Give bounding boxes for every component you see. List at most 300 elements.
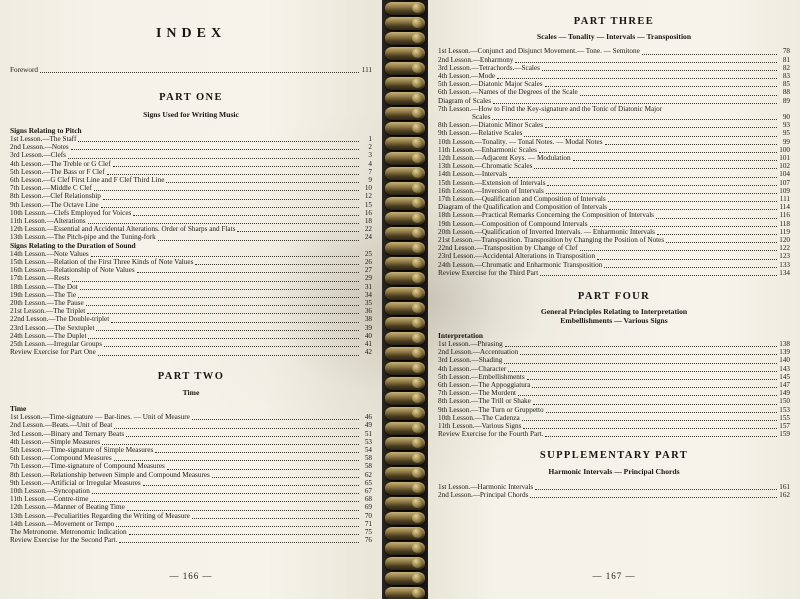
- toc-entry-label: 24th Lesson.—Chromatic and Enharmonic Transposition: [438, 260, 603, 269]
- toc-entry-page: 27: [364, 266, 372, 275]
- leader-dots: [523, 423, 777, 429]
- toc-entry[interactable]: [438, 170, 790, 178]
- toc-entry-page: 157: [779, 421, 790, 430]
- leader-dots: [666, 237, 777, 243]
- leader-dots: [573, 155, 777, 161]
- leader-dots: [608, 196, 777, 202]
- toc-entry[interactable]: [10, 471, 372, 479]
- leader-dots: [547, 180, 777, 186]
- toc-entry-page: 123: [779, 252, 790, 261]
- leader-dots: [143, 480, 359, 486]
- toc-entry[interactable]: [438, 406, 790, 414]
- toc-entry-foreword[interactable]: [10, 66, 372, 74]
- leader-dots: [540, 270, 777, 276]
- toc-entry[interactable]: [10, 340, 372, 348]
- leader-dots: [642, 49, 777, 55]
- toc-entry-label: 7th Lesson.—The Mordent: [438, 389, 517, 398]
- toc-entry[interactable]: [10, 299, 372, 307]
- part-three-subtitle: Scales — Tonality — Intervals — Transposition: [536, 32, 692, 42]
- leader-dots: [92, 488, 359, 494]
- toc-entry[interactable]: [438, 491, 790, 499]
- toc-entry[interactable]: [10, 217, 372, 225]
- binding-coil: [385, 272, 425, 285]
- toc-entry-label: 8th Lesson.—Relationship between Simple and Compound Measures: [10, 470, 210, 479]
- toc-entry[interactable]: [10, 143, 372, 151]
- toc-entry-page: 51: [364, 429, 372, 438]
- toc-entry-page: 35: [364, 299, 372, 308]
- toc-entry[interactable]: [10, 184, 372, 192]
- toc-entry-label: 12th Lesson.—Manner of Beating Time: [10, 503, 125, 512]
- toc-entry-label: 5th Lesson.—The Bass or F Clef: [10, 167, 105, 176]
- page-title: INDEX: [155, 26, 227, 41]
- toc-entry-label: 9th Lesson.—Relative Scales: [438, 129, 523, 138]
- part-two-subtitle: Time: [182, 387, 200, 397]
- leader-dots: [530, 492, 777, 498]
- binding-coil: [385, 557, 425, 570]
- leader-dots: [114, 423, 359, 429]
- leader-dots: [533, 399, 777, 405]
- binding-coil: [385, 92, 425, 105]
- toc-entry[interactable]: [10, 176, 372, 184]
- leader-dots: [580, 90, 777, 96]
- toc-entry-page: 42: [364, 348, 372, 357]
- toc-entry[interactable]: [10, 258, 372, 266]
- toc-entry-page: 29: [364, 274, 372, 283]
- binding-coil: [385, 587, 425, 599]
- toc-entry[interactable]: [10, 348, 372, 356]
- toc-entry[interactable]: [10, 192, 372, 200]
- toc-entry[interactable]: [438, 414, 790, 422]
- leader-dots: [80, 284, 359, 290]
- toc-entry[interactable]: [438, 203, 790, 211]
- toc-entry-page: 69: [364, 503, 372, 512]
- leader-dots: [534, 163, 777, 169]
- leader-dots: [90, 496, 359, 502]
- binding-coil: [385, 317, 425, 330]
- toc-entry-label: The Metronome. Metronomic Indication: [10, 527, 127, 536]
- toc-entry[interactable]: [10, 274, 372, 282]
- leader-dots: [597, 254, 777, 260]
- supplementary-title: SUPPLEMENTARY PART: [539, 450, 689, 462]
- toc-entry-label: 2nd Lesson.—Accentuation: [438, 348, 519, 357]
- toc-entry-label: 4th Lesson.—Simple Measures: [10, 437, 101, 446]
- toc-entry[interactable]: [10, 536, 372, 544]
- binding-coil: [385, 32, 425, 45]
- toc-entry-page: 1: [368, 135, 372, 144]
- toc-entry-page: 162: [779, 490, 790, 499]
- leader-dots: [492, 114, 777, 120]
- part-two-title: PART TWO: [157, 370, 225, 382]
- toc-entry-label: 9th Lesson.—Artificial or Irregular Measures: [10, 478, 141, 487]
- toc-entry-page: 16: [364, 208, 372, 217]
- toc-entry[interactable]: [438, 252, 790, 260]
- toc-list-part-four: [438, 340, 790, 438]
- toc-entry-label: 5th Lesson.—Diatonic Major Scales: [438, 80, 543, 89]
- toc-entry-label: Review Exercise for the Third Part: [438, 268, 539, 277]
- toc-entry-label: Review Exercise for the Fourth Part.: [438, 430, 544, 439]
- supplementary-subtitle: Harmonic Intervals — Principal Chords: [548, 466, 680, 476]
- toc-entry-label: 6th Lesson.—The Appoggiatura: [438, 380, 531, 389]
- toc-entry[interactable]: [438, 113, 790, 121]
- binding-coil: [385, 107, 425, 120]
- toc-entry-page: 62: [364, 470, 372, 479]
- toc-entry-page: 65: [364, 478, 372, 487]
- leader-dots: [68, 153, 359, 159]
- toc-list-supplementary: [438, 483, 790, 499]
- toc-entry-page: 41: [364, 340, 372, 349]
- toc-entry-label: 2nd Lesson.—Principal Chords: [438, 490, 529, 499]
- toc-entry[interactable]: [438, 47, 790, 55]
- leader-dots: [497, 73, 777, 79]
- toc-entry[interactable]: [10, 135, 372, 143]
- toc-entry-page: 155: [779, 413, 790, 422]
- toc-entry-page: 111: [779, 195, 790, 204]
- toc-entry[interactable]: [438, 211, 790, 219]
- toc-entry[interactable]: [438, 244, 790, 252]
- toc-entry[interactable]: [438, 56, 790, 64]
- toc-entry[interactable]: [438, 195, 790, 203]
- toc-entry-page: 120: [779, 236, 790, 245]
- toc-entry-label: 23rd Lesson.—Accidental Alterations in Transposition: [438, 252, 596, 261]
- toc-entry-page: 76: [364, 536, 372, 545]
- toc-entry-page: 161: [779, 482, 790, 491]
- toc-entry[interactable]: [10, 512, 372, 520]
- toc-entry-label: 10th Lesson.—Tonality. — Tonal Notes. — Modal Notes: [438, 137, 603, 146]
- leader-dots: [508, 366, 777, 372]
- leader-dots: [133, 210, 359, 216]
- toc-entry-page: 145: [779, 372, 790, 381]
- toc-entry-page: 118: [779, 219, 790, 228]
- toc-entry[interactable]: [10, 307, 372, 315]
- binding-coil: [385, 527, 425, 540]
- toc-entry-page: 39: [364, 323, 372, 332]
- toc-entry[interactable]: [10, 520, 372, 528]
- binding-coil: [385, 227, 425, 240]
- section-signs-pitch: Signs Relating to Pitch: [10, 125, 82, 135]
- toc-entry[interactable]: [10, 528, 372, 536]
- toc-entry-page: 38: [364, 315, 372, 324]
- leader-dots: [524, 131, 777, 137]
- toc-entry-page: 88: [782, 88, 790, 97]
- toc-entry[interactable]: [10, 209, 372, 217]
- toc-entry-label: 1st Lesson.—Phrasing: [438, 339, 503, 348]
- toc-entry-label: 11th Lesson.—Alterations: [10, 217, 86, 226]
- toc-entry[interactable]: [438, 187, 790, 195]
- toc-entry[interactable]: [10, 201, 372, 209]
- leader-dots: [86, 300, 359, 306]
- toc-entry[interactable]: [438, 483, 790, 491]
- leader-dots: [94, 185, 359, 191]
- leader-dots: [509, 172, 777, 178]
- toc-entry[interactable]: [438, 138, 790, 146]
- toc-entry-label: 2nd Lesson.—Beats.—Unit of Beat: [10, 421, 113, 430]
- binding-coil: [385, 182, 425, 195]
- toc-entry-label: 12th Lesson.—Essential and Accidental Alterations. Order of Sharps and Flats: [10, 225, 236, 234]
- binding-coil: [385, 137, 425, 150]
- toc-entry[interactable]: [438, 356, 790, 364]
- leader-dots: [102, 439, 359, 445]
- leader-dots: [96, 325, 359, 331]
- toc-list-time: [10, 413, 372, 544]
- binding-coil: [385, 392, 425, 405]
- binding-coil: [385, 452, 425, 465]
- binding-coil: [385, 197, 425, 210]
- leader-dots: [166, 177, 359, 183]
- toc-entry[interactable]: [10, 495, 372, 503]
- toc-entry[interactable]: [438, 381, 790, 389]
- toc-entry-page: 22: [364, 225, 372, 234]
- leader-dots: [192, 513, 359, 519]
- toc-entry-label: 7th Lesson.—Time-signature of Compound Measures: [10, 462, 165, 471]
- toc-entry-page: 104: [779, 170, 790, 179]
- leader-dots: [504, 358, 777, 364]
- toc-entry-label: 14th Lesson.—Note Values: [10, 249, 89, 258]
- leader-dots: [518, 390, 777, 396]
- toc-entry-page: 149: [779, 389, 790, 398]
- leader-dots: [155, 447, 359, 453]
- part-one-title: PART ONE: [159, 92, 223, 104]
- toc-entry[interactable]: [10, 324, 372, 332]
- leader-dots: [167, 464, 359, 470]
- toc-entry-label: 16th Lesson.—Relationship of Note Values: [10, 266, 135, 275]
- toc-entry-page: 90: [782, 113, 790, 122]
- toc-entry-page: 4: [368, 159, 372, 168]
- toc-entry[interactable]: [10, 250, 372, 258]
- toc-entry[interactable]: [10, 454, 372, 462]
- toc-entry-page: 143: [779, 364, 790, 373]
- leader-dots: [78, 292, 359, 298]
- binding-coil: [385, 62, 425, 75]
- toc-entry-label: 7th Lesson.—Middle C Clef: [10, 184, 92, 193]
- binding-coil: [385, 422, 425, 435]
- leader-dots: [111, 317, 359, 323]
- toc-entry-page: 114: [779, 203, 790, 212]
- spiral-binding: [382, 0, 428, 599]
- toc-entry-label: 9th Lesson.—The Octave Line: [10, 200, 99, 209]
- leader-dots: [158, 235, 359, 241]
- leader-dots: [527, 374, 777, 380]
- toc-entry-page: 58: [364, 462, 372, 471]
- binding-coil: [385, 377, 425, 390]
- toc-entry-page: 70: [364, 511, 372, 520]
- toc-entry-page: 140: [779, 356, 790, 365]
- toc-entry-label: 1st Lesson.—Conjunct and Disjunct Movement.— Tone. — Semitone: [438, 47, 640, 56]
- toc-entry-page: 31: [364, 282, 372, 291]
- toc-entry[interactable]: [438, 220, 790, 228]
- toc-entry-label: 1st Lesson.—The Staff: [10, 135, 77, 144]
- binding-coil: [385, 2, 425, 15]
- binding-coil: [385, 47, 425, 60]
- toc-entry-page: 25: [364, 249, 372, 258]
- leader-dots: [88, 333, 359, 339]
- leader-dots: [87, 308, 359, 314]
- toc-entry-page: 78: [782, 47, 790, 56]
- binding-coil: [385, 122, 425, 135]
- toc-entry-label: 21st Lesson.—The Triplet: [10, 307, 86, 316]
- toc-entry-page: 153: [779, 405, 790, 414]
- toc-entry[interactable]: [10, 479, 372, 487]
- binding-coil: [385, 302, 425, 315]
- toc-entry[interactable]: [10, 462, 372, 470]
- toc-entry-label: 10th Lesson.—The Cadenza: [438, 413, 520, 422]
- toc-entry-page: 107: [779, 178, 790, 187]
- toc-entry-label: 22nd Lesson.—The Double-triplet: [10, 315, 110, 324]
- toc-entry-page: 7: [368, 167, 372, 176]
- right-page: [428, 0, 800, 599]
- leader-dots: [545, 431, 777, 437]
- toc-entry-page: 9: [368, 176, 372, 185]
- binding-coil: [385, 242, 425, 255]
- leader-dots: [212, 472, 359, 478]
- toc-entry[interactable]: [10, 438, 372, 446]
- toc-entry-label: Review Exercise for Part One: [10, 348, 96, 357]
- toc-entry[interactable]: [438, 373, 790, 381]
- toc-entry[interactable]: [438, 340, 790, 348]
- toc-entry[interactable]: [438, 72, 790, 80]
- toc-entry-page: 111: [361, 66, 372, 75]
- leader-dots: [119, 537, 359, 543]
- toc-entry[interactable]: [10, 430, 372, 438]
- toc-entry[interactable]: [10, 283, 372, 291]
- toc-entry[interactable]: [438, 97, 790, 105]
- binding-coil: [385, 437, 425, 450]
- toc-entry-page: 54: [364, 445, 372, 454]
- toc-entry[interactable]: [438, 228, 790, 236]
- toc-entry[interactable]: [10, 151, 372, 159]
- leader-dots: [493, 98, 777, 104]
- binding-coil: [385, 497, 425, 510]
- toc-entry-label: 5th Lesson.—Embellishments: [438, 372, 525, 381]
- toc-entry[interactable]: [438, 422, 790, 430]
- toc-entry[interactable]: [438, 365, 790, 373]
- toc-entry[interactable]: [10, 413, 372, 421]
- toc-entry[interactable]: [10, 168, 372, 176]
- toc-entry-page: 82: [782, 63, 790, 72]
- toc-entry[interactable]: [10, 160, 372, 168]
- toc-entry[interactable]: [438, 64, 790, 72]
- toc-entry[interactable]: [438, 80, 790, 88]
- toc-entry[interactable]: [438, 348, 790, 356]
- toc-entry[interactable]: [10, 332, 372, 340]
- toc-entry[interactable]: [10, 315, 372, 323]
- binding-coil: [385, 512, 425, 525]
- leader-dots: [580, 245, 778, 251]
- toc-entry[interactable]: [438, 261, 790, 269]
- toc-entry[interactable]: [10, 291, 372, 299]
- toc-entry[interactable]: [438, 179, 790, 187]
- toc-entry-page: 150: [779, 397, 790, 406]
- toc-entry-label: 19th Lesson.—The Tie: [10, 290, 77, 299]
- toc-entry-page: 138: [779, 339, 790, 348]
- toc-entry-label: 17th Lesson.—Rests: [10, 274, 70, 283]
- toc-entry-label: 20th Lesson.—The Pause: [10, 299, 84, 308]
- toc-entry-label: 17th Lesson.—Qualification and Composition of Intervals: [438, 195, 606, 204]
- toc-entry[interactable]: [438, 397, 790, 405]
- leader-dots: [609, 204, 777, 210]
- binding-coil: [385, 17, 425, 30]
- toc-entry[interactable]: [10, 503, 372, 511]
- toc-entry-label: 22nd Lesson.—Transposition by Change of Clef: [438, 244, 578, 253]
- toc-entry-page: 101: [779, 154, 790, 163]
- left-page: [0, 0, 382, 599]
- binding-coil: [385, 287, 425, 300]
- toc-entry[interactable]: [10, 487, 372, 495]
- toc-entry[interactable]: [10, 266, 372, 274]
- toc-entry-label: 10th Lesson.—Clefs Employed for Voices: [10, 208, 132, 217]
- toc-entry-label: 4th Lesson.—Mode: [438, 72, 496, 81]
- part-four-title: PART FOUR: [577, 291, 651, 303]
- toc-entry-label: 21st Lesson.—Transposition. Transposition by Changing the Position of Notes: [438, 236, 665, 245]
- leader-dots: [237, 226, 359, 232]
- toc-entry[interactable]: [10, 225, 372, 233]
- toc-entry[interactable]: [10, 446, 372, 454]
- leader-dots: [88, 218, 359, 224]
- toc-entry[interactable]: [438, 121, 790, 129]
- toc-entry-label: 23rd Lesson.—The Sextuplet: [10, 323, 95, 332]
- toc-entry-label: 6th Lesson.—Compound Measures: [10, 454, 112, 463]
- toc-entry[interactable]: [438, 88, 790, 96]
- toc-entry-page: 147: [779, 380, 790, 389]
- toc-entry[interactable]: [438, 389, 790, 397]
- toc-entry-label: 9th Lesson.—The Turn or Gruppetto: [438, 405, 544, 414]
- toc-entry-page: 71: [364, 519, 372, 528]
- toc-entry[interactable]: [438, 269, 790, 277]
- binding-coil: [385, 212, 425, 225]
- toc-entry[interactable]: [438, 236, 790, 244]
- toc-entry-label: 15th Lesson.—Extension of Intervals: [438, 178, 546, 187]
- leader-dots: [113, 161, 359, 167]
- leader-dots: [101, 202, 359, 208]
- leader-dots: [127, 505, 359, 511]
- leader-dots: [91, 251, 359, 257]
- toc-entry-label: Diagram of Scales: [438, 96, 492, 105]
- toc-entry-label: 8th Lesson.—Clef Relationship: [10, 192, 101, 201]
- toc-entry-label: 20th Lesson.—Qualification of Inverted Intervals. — Enharmonic Intervals: [438, 227, 655, 236]
- toc-entry[interactable]: [438, 154, 790, 162]
- leader-dots: [522, 415, 777, 421]
- toc-entry-page: 40: [364, 331, 372, 340]
- leader-dots: [656, 213, 777, 219]
- toc-entry[interactable]: [438, 430, 790, 438]
- toc-entry-page: 93: [782, 121, 790, 130]
- toc-entry-page: 100: [779, 145, 790, 154]
- toc-entry-label: 4th Lesson.—Character: [438, 364, 507, 373]
- toc-entry-label: 3rd Lesson.—Binary and Ternary Beats: [10, 429, 125, 438]
- toc-entry-page: 109: [779, 186, 790, 195]
- leader-dots: [40, 67, 359, 73]
- toc-entry-label: 13th Lesson.—The Pitch-pipe and the Tuning-fork: [10, 233, 156, 242]
- toc-entry-label: 3rd Lesson.—Tetrachords.—Scales: [438, 63, 540, 72]
- toc-list-duration: [10, 250, 372, 357]
- toc-entry-page: 119: [779, 227, 790, 236]
- toc-entry[interactable]: [438, 105, 790, 113]
- toc-entry[interactable]: [10, 421, 372, 429]
- toc-entry[interactable]: [438, 129, 790, 137]
- toc-entry-label: 16th Lesson.—Inversion of Intervals: [438, 186, 544, 195]
- leader-dots: [114, 455, 359, 461]
- binding-coil: [385, 77, 425, 90]
- leader-dots: [546, 407, 777, 413]
- toc-entry-page: 95: [782, 129, 790, 138]
- toc-entry[interactable]: [438, 162, 790, 170]
- toc-entry-page: 15: [364, 200, 372, 209]
- toc-entry-page: 122: [779, 244, 790, 253]
- toc-entry-label: 6th Lesson.—G Clef First Line and F Clef Third Line: [10, 176, 165, 185]
- toc-entry-page: 159: [779, 430, 790, 439]
- toc-entry[interactable]: [438, 146, 790, 154]
- binding-coil: [385, 542, 425, 555]
- leader-dots: [657, 229, 777, 235]
